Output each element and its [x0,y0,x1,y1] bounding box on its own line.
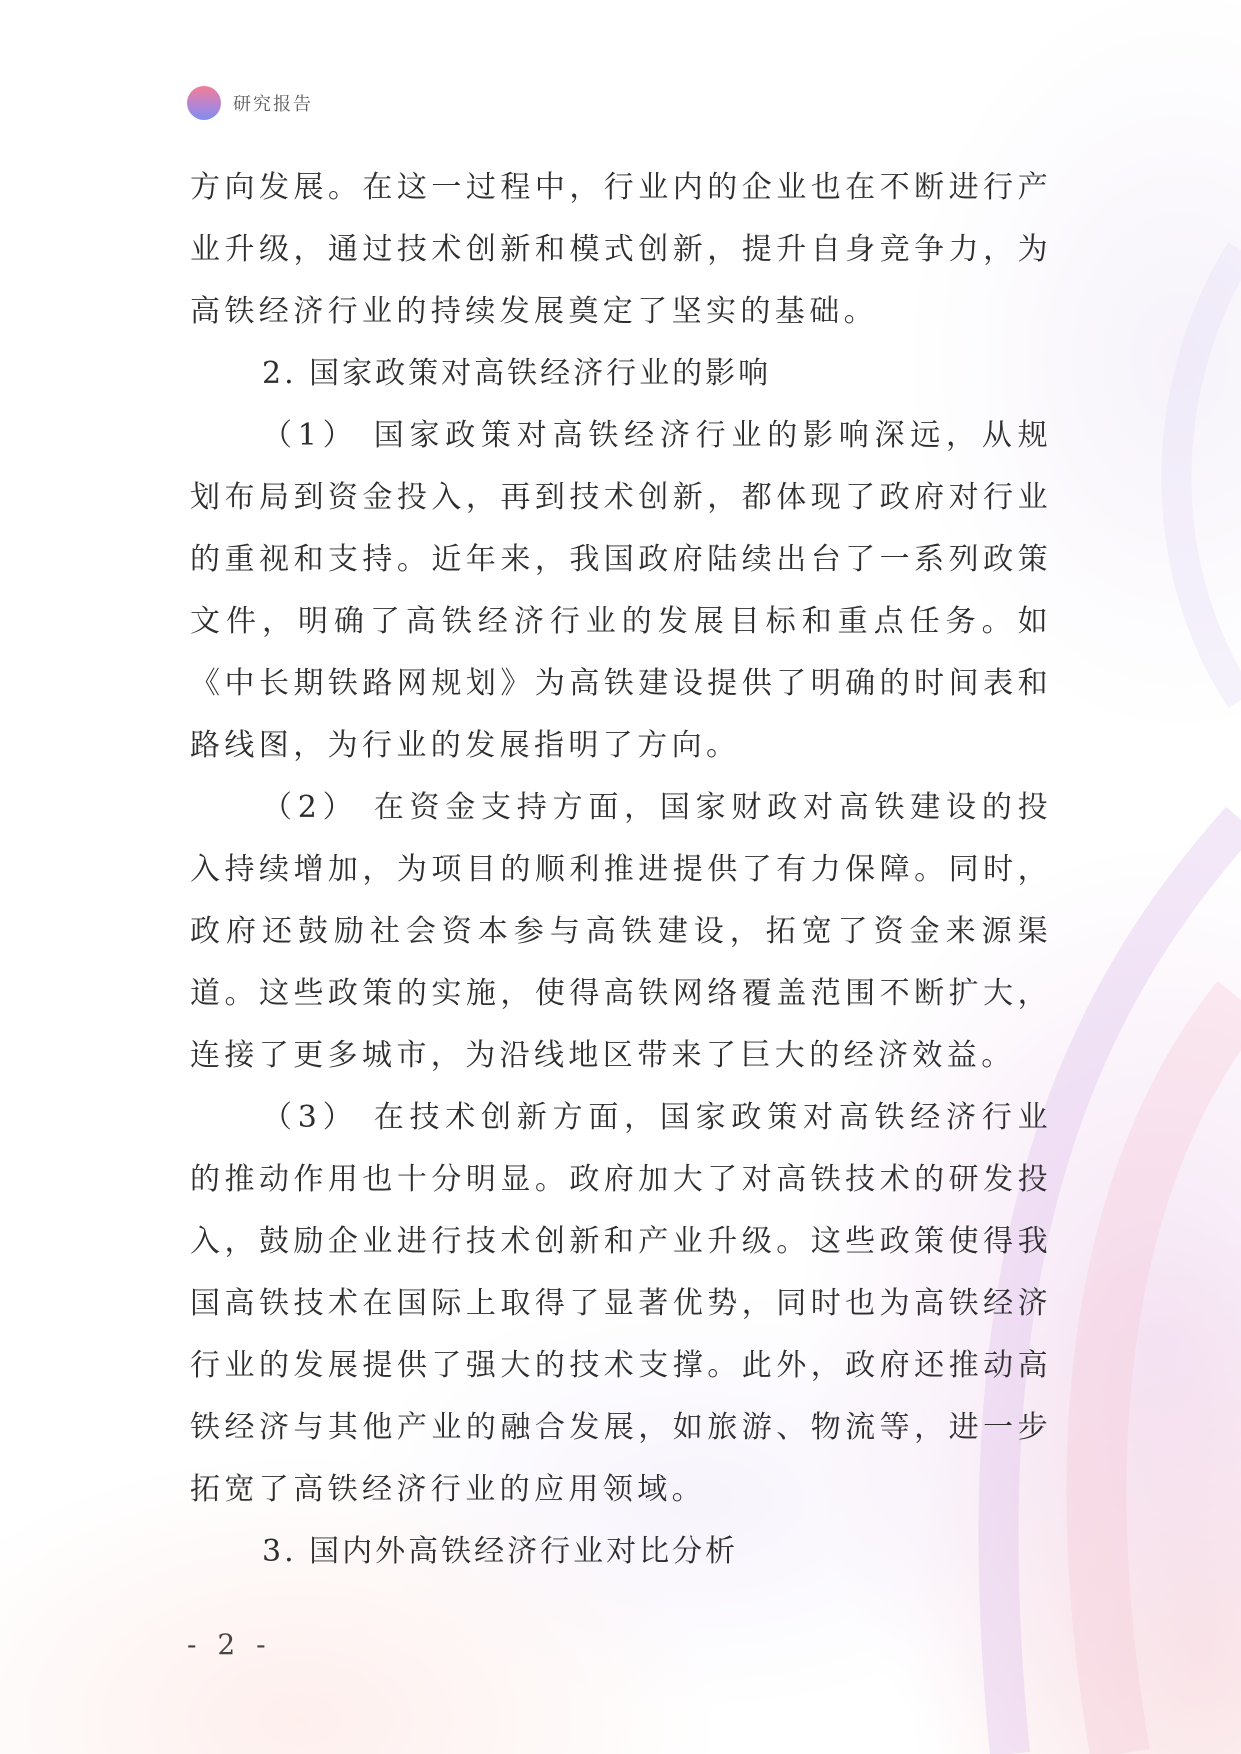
report-header [187,86,313,120]
logo-circle-icon [187,86,221,120]
page-number: - 2 - [187,1628,272,1661]
section-heading-2: 2. 国家政策对高铁经济行业的影响 [262,356,772,391]
document-body [190,157,1052,1583]
paragraph-continuation: 方向发展。在这一过程中，行业内的企业也在不断进行产业升级，通过技术创新和模式创新，提升自身竞争力，为高铁经济行业的持续发展奠定了坚实的基础。 [190,170,1052,329]
paragraph-policy-1: （1） 国家政策对高铁经济行业的影响深远，从规划布局到资金投入，再到技术创新，都体现了政府对行业的重视和支持。近年来，我国政府陆续出台了一系列政策文件，明确了高铁经济行业的发展目标和重点任务。如《中长期铁路网规划》为高铁建设提供了明确的时间表和路线图，为行业的发展指明了方向。 [190,418,1052,763]
header-title: 研究报告 [233,94,313,115]
paragraph-policy-2: （2） 在资金支持方面，国家财政对高铁建设的投入持续增加，为项目的顺利推进提供了有力保障。同时，政府还鼓励社会资本参与高铁建设，拓宽了资金来源渠道。这些政策的实施，使得高铁网络覆盖范围不断扩大，连接了更多城市，为沿线地区带来了巨大的经济效益。 [190,790,1052,1073]
section-heading-3: 3. 国内外高铁经济行业对比分析 [262,1534,739,1569]
paragraph-policy-3: （3） 在技术创新方面，国家政策对高铁经济行业的推动作用也十分明显。政府加大了对高铁技术的研发投入，鼓励企业进行技术创新和产业升级。这些政策使得我国高铁技术在国际上取得了显著优势，同时也为高铁经济行业的发展提供了强大的技术支撑。此外，政府还推动高铁经济与其他产业的融合发展，如旅游、物流等，进一步拓宽了高铁经济行业的应用领域。 [190,1100,1052,1507]
